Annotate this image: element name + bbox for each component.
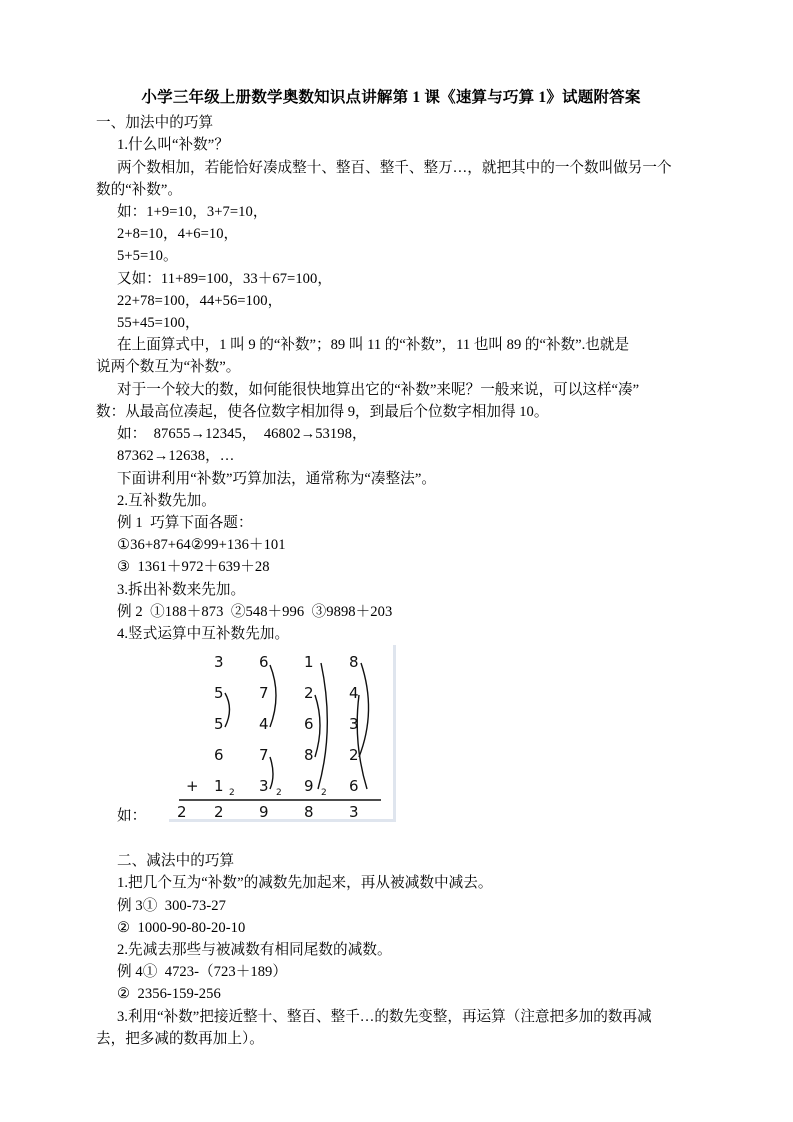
figure-digit-c3-r5: 9 [304, 777, 314, 796]
figure-carry-c2: 2 [276, 788, 282, 799]
figure-result-d5: 3 [349, 803, 359, 820]
figure-digit-c3-r3: 6 [304, 715, 314, 734]
example1-items-line-1: ①36+87+64②99+136＋101 [117, 537, 286, 554]
section-one-sub-4-heading: 4.竖式运算中互补数先加。 [117, 625, 290, 642]
section-one-heading: 一、加法中的巧算 [96, 115, 214, 132]
vertical-addition-figure [169, 645, 396, 822]
definition-paragraph-line-2: 数的“补数”。 [96, 181, 182, 198]
figure-digit-c1-r3: 5 [214, 715, 224, 734]
document-body [96, 86, 678, 1050]
explain-paragraph-line-2: 说两个数互为“补数”。 [96, 359, 241, 376]
figure-digit-c4-r3: 3 [349, 715, 359, 734]
example-complement-ten-line-2: 2+8=10，4+6=10， [117, 226, 239, 243]
example4-item-2: ② 2356-159-256 [117, 986, 221, 1003]
section-two-sub-2-heading: 2.先减去那些与被减数有相同尾数的减数。 [117, 941, 392, 958]
section-two-sub-3-heading-line-1: 3.利用“补数”把接近整十、整百、整千…的数先变整，再运算（注意把多加的数再减 [117, 1008, 652, 1025]
figure-result-d2: 2 [214, 803, 224, 820]
figure-digit-c2-r5: 3 [259, 777, 269, 796]
example-complement-ten-line-3: 5+5=10。 [117, 248, 178, 265]
figure-carry-c3: 2 [321, 788, 327, 799]
figure-digit-c4-r5: 6 [349, 777, 359, 796]
figure-digit-c3-r4: 8 [304, 746, 314, 765]
figure-digit-c3-r1: 1 [304, 653, 314, 672]
figure-result-d3: 9 [259, 803, 269, 820]
figure-digit-c2-r2: 7 [259, 684, 269, 703]
example3-item-1: 例 3① 300-73-27 [117, 897, 226, 914]
example3-item-2: ② 1000-90-80-20-10 [117, 919, 246, 936]
section-one-sub-3-heading: 3.拆出补数来先加。 [117, 581, 246, 598]
section-gap [96, 831, 678, 850]
example-complement-ten-line-1: 如：1+9=10，3+7=10， [117, 204, 268, 221]
figure-carry-c1: 2 [229, 788, 235, 799]
figure-digit-c1-r2: 5 [214, 684, 224, 703]
section-two-sub-1-heading: 1.把几个互为“补数”的减数先加起来，再从被减数中减去。 [117, 875, 493, 892]
figure-digit-c1-r1: 3 [214, 653, 224, 672]
page-title: 小学三年级上册数学奥数知识点讲解第 1 课《速算与巧算 1》试题附答案 [141, 89, 641, 106]
example-complement-hundred-line-2: 22+78=100，44+56=100， [117, 292, 283, 309]
figure-result-d1: 2 [177, 803, 187, 820]
explain-paragraph-line-1: 在上面算式中，1 叫 9 的“补数”；89 叫 11 的“补数”，11 也叫 89 的“补数”.也就是 [117, 337, 630, 354]
figure-digit-c2-r1: 6 [259, 653, 269, 672]
example-complement-hundred-line-3: 55+45=100， [117, 315, 200, 332]
section-two-sub-3-heading-line-2: 去，把多减的数再加上）。 [96, 1030, 264, 1047]
example2-items: 例 2 ①188＋873 ②548＋996 ③9898＋203 [117, 603, 393, 620]
vertical-addition-svg [169, 645, 393, 819]
example1-label: 例 1 巧算下面各题： [117, 514, 253, 531]
figure-pair-curve-c1 [225, 693, 230, 727]
section-two-heading: 二、减法中的巧算 [117, 853, 235, 870]
method-example-line-2: 87362→12638，… [117, 448, 235, 465]
figure-pair-curve-c4-b [357, 695, 367, 789]
figure-digit-c2-r4: 7 [259, 746, 269, 765]
method-paragraph-line-1: 对于一个较大的数，如何能很快地算出它的“补数”来呢？一般来说，可以这样“凑” [117, 381, 640, 398]
definition-paragraph-line-1: 两个数相加，若能恰好凑成整十、整百、整千、整万…，就把其中的一个数叫做另一个 [117, 159, 672, 176]
example-complement-hundred-line-1: 又如：11+89=100，33＋67=100， [117, 270, 333, 287]
figure-digit-c2-r3: 4 [259, 715, 269, 734]
figure-pair-curve-c3-a [315, 695, 320, 757]
figure-digit-c1-r5: 1 [214, 777, 224, 796]
example4-item-1: 例 4① 4723-（723＋189） [117, 964, 288, 981]
section-one-sub-2-heading: 2.互补数先加。 [117, 492, 216, 509]
figure-digit-c1-r4: 6 [214, 746, 224, 765]
figure-pair-curve-c2-a [270, 665, 276, 727]
figure-digit-c4-r2: 4 [349, 684, 359, 703]
section-one-sub-1-heading: 1.什么叫“补数”？ [117, 137, 229, 154]
method-note: 下面讲利用“补数”巧算加法，通常称为“凑整法”。 [117, 470, 436, 487]
figure-digit-c4-r4: 2 [349, 746, 359, 765]
vertical-addition-figure-row [96, 645, 678, 831]
figure-digit-c4-r1: 8 [349, 653, 359, 672]
figure-pair-curve-c2-b [270, 757, 273, 789]
figure-result-d4: 8 [304, 803, 314, 820]
example1-items-line-2: ③ 1361＋972＋639＋28 [117, 559, 270, 576]
method-example-line-1: 如： 87655→12345， 46802→53198， [117, 426, 367, 443]
figure-caption: 如： [117, 808, 147, 825]
figure-digit-c3-r2: 2 [304, 684, 314, 703]
figure-pair-curve-c4-a [359, 663, 369, 757]
method-paragraph-line-2: 数：从最高位凑起，使各位数字相加得 9，到最后个位数字相加得 10。 [96, 403, 549, 420]
figure-plus-sign: + [186, 777, 199, 796]
